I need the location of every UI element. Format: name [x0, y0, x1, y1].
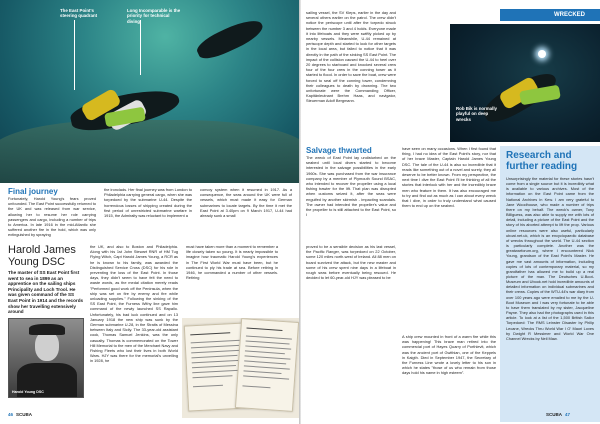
historic-letters-photo: [182, 318, 300, 418]
page-folio-right: [546, 412, 570, 417]
article-column-1-bottom: proved to be a sensible decision as his last vessel, the Pacific Ranger, was torpedoed on 22 October, some 120 miles north-west of Ireland. All 88 men on board survived the attack, but the new master and some of his crew spent nine days in a lifeboat in rough seas before eventually being rescued. He decided to let 60-year-old HJY was pleased to be: [306, 244, 396, 281]
magazine-name: SCUBA: [16, 412, 33, 417]
sidebar-title-harold-young: Harold James Young DSC: [8, 244, 76, 268]
article-column-2-bottom: the UK, and also to Boston and Philadelphia. Along with his 1st John Stewart RNR of HM Tug Flying Witch, Capt Harold James Young, a RCR as he is known to his family, was awarded the Distinguished Service Cross (DSC) for his role in preventing the loss of the East Point. In those days, they didn't seem to have felt the need to waste words, as the medal citation merely reads "Performed good work off the Peninsula, when the ship was set on fire by enemy and fire while unloading supplies." Following the sinking of the SS East Point, the Furness Withy line gave him command of the newly launched SS Rapallo. Unfortunately, his bad luck continued and on 13 January 1918 the new ship was sunk by the German submarine U-28, in the Straits of Messina between Italy and Sicily. The 33-year-old assistant cook, Thomas Samuel Jenkins, was the only casualty. Thomas is commemorated on the Tower Hill Memorial to the men of the Merchant Navy and Fishing Fleets who lost their lives in both World Wars. HJY was there for the memorial's unveiling in 1928, he: [90, 244, 178, 364]
page-spine: [299, 0, 301, 424]
officer-cap-icon: [29, 324, 65, 335]
article-column-3-top: convoy system when it resumed in 1917. As a consequence, the seas around the UK were full of vessels, which must made it easy for German submarines to locate targets. By the time it met the East Point at 3.40pm on 9 March 1917, U-44 had already sunk a small: [200, 187, 292, 219]
photo-caption-left: The East Point's steering quadrant: [60, 8, 98, 19]
page-number: 47: [565, 412, 571, 417]
section-band: WRECKED: [500, 9, 600, 21]
salvage-section: [306, 146, 396, 217]
torch-light-icon: [538, 50, 546, 58]
underwater-wreck-photo: [0, 0, 300, 183]
diver-night-photo: [450, 24, 600, 142]
portrait-face: [35, 331, 59, 361]
letters-caption-text: A ship crew mounted in front of a warm fire while this was happening! This brave man retired into the commercial port of Hayes Quarry of Porthlevit, which was the ancient port of Gwithian, one of the Keppels in Kaigth. Died in September 1947, the Secretary of the Furness Line wrote a lovely letter to his son in which he states "those of us who remain from those days hold his name in high esteem".: [402, 334, 496, 376]
final-journey-heading: Final journey: [8, 187, 58, 196]
sidebar-body: Unsurprisingly the material for these stories hasn't come from a single source but it is incredibly what is available to various archives. Most of the information on the East Point came from the National Archives in Kew. I am very grateful to Jane Woodhouse, who made a number of trips there on my behalf. The wreck's owner, Tony Billiguess, was also able to supply me with lots of detail, including a picture of the East Point and the story of his aborted attempt to lift the prop. Various online resources were also useful, particularly uboat.net.uk, which is an encyclopaedic database of wrecks throughout the world. The U-44 section is particularly complete. Another was the greatwarforum.org, where I encountered Nick Young, grandson of the East Point's Master. He gave me vast amounts of information, including copies of lots of contemporary material, so my grandfather has allowed me to build up a real picture of the man. The Deutsches U-Boot-Museum and Ubook.net hold incredible amounts of detailed information on individual submarines and their crews. Copies of the WTU-44's war diary from over 100 years ago were emailed to me by the U-Boot Museum and I was very fortunate to be able to have them translated by my sister, Jacqueline Payne. They also had the photographs used in this article. To look at a list of the 1,500 British Sailor Torpedoed: The RMS Leinster Disaster by Philip Lecane, Wrecks Thru World War I O' Maori Loves by Dwight R Messimer and World War One Channel Wrecks by Neil Maw.: [506, 176, 594, 341]
article-column-2-top: have seen on many occasions. When I first found that thing, I had no idea of the East Point's story, nor that of her brave Master, Captain Harold James Young DSC. The tale of the U-44 is also so incredible that it reads like something out of a novel and surely, they all deserve to be better known. From my perspective, the next time I dive the East Point I'll be thinking of all the stories that interlock with her and the incredibly brave men who feature in them. It has also encouraged me to try and find out as much as I can about every wreck that I dive, in order to truly understand what caused them to end up on the seabed.: [402, 146, 496, 209]
article-column-3-bottom: must have taken more than a moment to remember a life closely taken so young. It is nearly impossible to imagine how traumatic Harold Young's experiences in The First World War must have been, but he continued to ply his trade at sea. Before retiring in 1946, he commanded a number of other vessels. Retiring: [186, 244, 278, 281]
diver-figure-far: [194, 14, 267, 64]
caption-pointer: [74, 20, 75, 90]
portrait-caption: Harold Young DSC: [12, 389, 44, 394]
sidebar-intro: The master of SS East Point first went to sea in 1899 as an apprentice on the sailing ships Principality and Loch Trool. He was given command of the SS East Point in 1914 and the records show her travelling extensively around: [8, 270, 84, 315]
final-journey-body: Fortunately, Harold Young's fears proved unfounded. The East Point successfully returned to the UK and was released from war service, allowing her to resume her role carrying passengers and cargo, including a number of trips to America. In late 1916 in the mid-Atlantic she suffered another fire in the hold, which was only extinguished by spraying: [8, 196, 96, 238]
salvage-heading: Salvage thwarted: [306, 146, 372, 155]
right-page: [300, 0, 600, 424]
portrait-photo: [8, 318, 84, 398]
magazine-name: SCUBA: [546, 412, 563, 417]
sidebar-title: Research and further reading: [506, 150, 578, 172]
salvage-body: The wreck of East Point lay undisturbed on the seabed until local divers started to become interested in the salvage possibilities in the early 1960s. She was purchased from the war insurance company by a member of Plymouth Sound BSAC, who intended to recover the propeller using a local fishing trawler for the lift. That plan was disrupted when customs seized it, after the seas were engulfed by another skirmish - impacting scandals. The owner had intended the propeller's value and the propeller to is still attached to the East Point, so I: [306, 155, 396, 218]
letter-document: [235, 318, 299, 412]
caption-pointer: [140, 20, 141, 75]
page-folio-left: [8, 412, 32, 417]
wreck-hull: [0, 120, 300, 183]
article-column-1-top: sailing vessel, the SV Kleps, earlier in the day and several others earlier on the patrol. The crew didn't notice the periscope until after the torpedo struck between the number 3 and 4 holds. Everyone made it into lifeboats and they were swiftly picked up by nearby vessels. Meanwhile, U-44 remained at periscope depth and started to look for other targets in the local area, but failed to notice that it was directly in the path of the sinking SS East Point. The impact of the collision caused the U-44 to heel over 20 degrees to starboard and knocked several crew four of the four crew in the conning tower as it started to flood. In order to save the boat, crew were forced to seal off the conning tower, condemning their colleagues to death by drowning. The two unfortunate were the Commanding Officer, Kapitänleutnant Brehm Haas, and navigator, Steuerman Adolf Bergmann.: [306, 10, 396, 104]
research-sidebar: [500, 146, 600, 422]
photo-caption-right: Long Incomparable is the priority for technical diving: [127, 8, 181, 24]
article-column-2-top: the ironclads. Her final journey was from London to Philadelphia carrying general cargo, when she was torpedoed by the submarine U-44. Despite the horrendous losses of shipping created during the first period of unrestricted submarine warfare in 1915, the Admiralty was reluctant to implement a: [104, 187, 192, 219]
page-number: 46: [8, 412, 14, 417]
final-journey-column: [8, 187, 96, 238]
photo-caption: Rob Bik is normally playful on deep wrecks: [456, 106, 497, 122]
